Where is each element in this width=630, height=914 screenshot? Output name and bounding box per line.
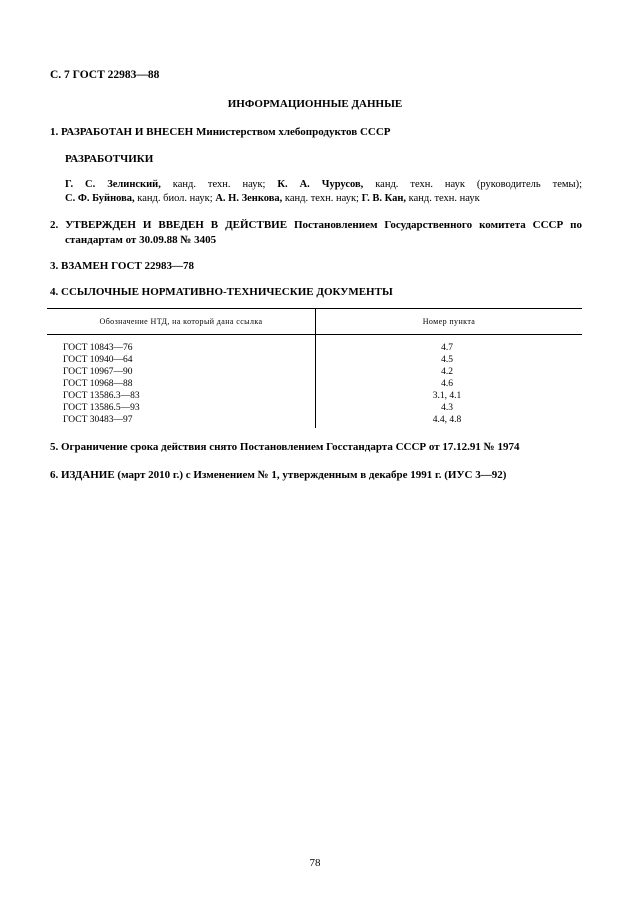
- developer-name: К. А. Чурусов,: [277, 179, 364, 190]
- table-cell-ref: ГОСТ 13586.5—93: [63, 403, 140, 413]
- developers-heading: РАЗРАБОТЧИКИ: [65, 153, 154, 165]
- section-2-line-2: стандартам от 30.09.88 № 3405: [65, 234, 217, 246]
- section-2-text: Постановлением Государственного комитета СССР по: [287, 219, 583, 231]
- table-cell-point: 4.2: [441, 367, 453, 377]
- page-number: 78: [309, 857, 321, 869]
- table-cell-ref: ГОСТ 13586.3—83: [63, 391, 140, 401]
- developer-degree: канд. биол. наук;: [134, 193, 216, 204]
- table-header-point: Номер пункта: [422, 317, 476, 326]
- table-cell-point: 4.7: [441, 343, 453, 353]
- table-point-column: [316, 342, 578, 426]
- table-cell-point: 3.1, 4.1: [432, 391, 462, 401]
- table-cell-ref: ГОСТ 30483—97: [63, 415, 133, 425]
- section-2-line-1: [50, 219, 582, 231]
- table-header-ref: Обозначение НТД, на который дана ссылка: [99, 317, 263, 326]
- developers-line-2: [65, 193, 582, 204]
- developers-line-1: [65, 179, 582, 190]
- document-title: ИНФОРМАЦИОННЫЕ ДАННЫЕ: [227, 98, 403, 110]
- developer-degree: канд. техн. наук (руководитель темы);: [363, 179, 582, 190]
- developer-degree: канд. техн. наук: [406, 193, 480, 204]
- section-3: 3. ВЗАМЕН ГОСТ 22983—78: [50, 260, 195, 272]
- table-cell-ref: ГОСТ 10967—90: [63, 367, 133, 377]
- developer-name: А. Н. Зенкова,: [215, 193, 283, 204]
- table-cell-point: 4.3: [441, 403, 453, 413]
- section-4-title: 4. ССЫЛОЧНЫЕ НОРМАТИВНО-ТЕХНИЧЕСКИЕ ДОКУМЕНТЫ: [50, 286, 393, 298]
- table-cell-point: 4.4, 4.8: [432, 415, 462, 425]
- section-1-lead: 1. РАЗРАБОТАН И ВНЕСЕН: [50, 126, 194, 138]
- section-5: 5. Ограничение срока действия снято Постановлением Госстандарта СССР от 17.12.91 № 1974: [50, 441, 520, 453]
- developer-name: С. Ф. Буйнова,: [65, 193, 135, 204]
- section-1: [50, 126, 391, 138]
- table-cell-point: 4.5: [441, 355, 453, 365]
- developer-degree: канд. техн. наук;: [282, 193, 362, 204]
- developer-name: Г. С. Зелинский,: [65, 179, 161, 190]
- section-2-lead: 2. УТВЕРЖДЕН И ВВЕДЕН В ДЕЙСТВИЕ: [50, 219, 288, 231]
- section-1-text: Министерством хлебопродуктов СССР: [193, 126, 391, 138]
- table-ref-column: [63, 342, 140, 426]
- developer-degree: канд. техн. наук;: [160, 179, 278, 190]
- table-cell-ref: ГОСТ 10940—64: [63, 355, 133, 365]
- table-cell-ref: ГОСТ 10843—76: [63, 343, 133, 353]
- page-header: С. 7 ГОСТ 22983—88: [50, 69, 160, 81]
- table-cell-point: 4.6: [441, 379, 453, 389]
- table-cell-ref: ГОСТ 10968—88: [63, 379, 133, 389]
- developer-name: Г. В. Кан,: [361, 193, 406, 204]
- table-header-rule: [47, 334, 582, 335]
- section-6: 6. ИЗДАНИЕ (март 2010 г.) с Изменением № 1, утвержденным в декабре 1991 г. (ИУС 3—92): [50, 469, 507, 481]
